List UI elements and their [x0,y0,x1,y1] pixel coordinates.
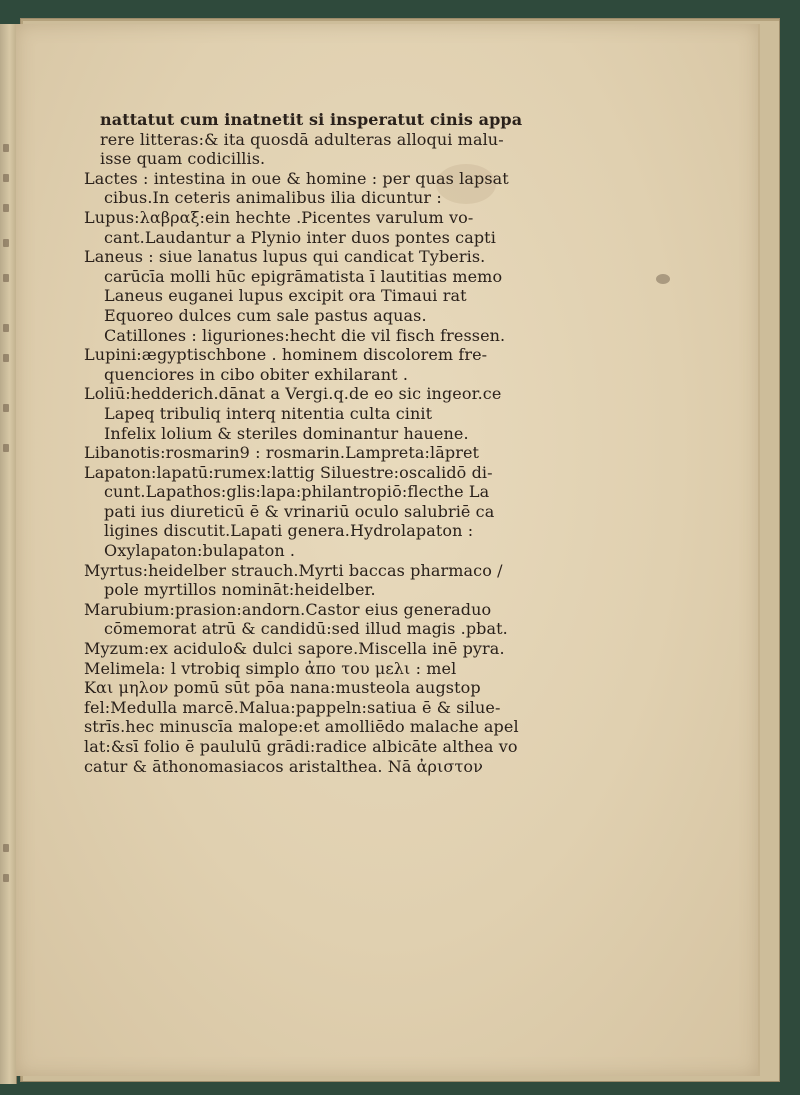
text-line: ligines discutit.Lapati genera.Hydrolapaton : [104,521,474,541]
text-line: Laneus euganei lupus excipit ora Timaui rat [104,286,467,306]
text-line: isse quam codicillis. [100,149,266,169]
text-line: fel:Medulla marcē.Malua:pappeln:satiua ē & silue- [84,697,501,717]
paper-spot [656,274,670,284]
text-line: Equoreo dulces cum sale pastus aquas. [104,305,427,325]
text-line: Loliū:hedderich.dānat a Vergi.q.de eo sic ingeor.ce [84,384,502,404]
text-line: carūcīa molli hūc epigrāmatista ī lautitias memo [104,266,503,286]
text-line: Lupus:λαβραξ:ein hechte .Picentes varulum vo- [84,207,474,227]
text-line: Lupini:ægyptischbone . hominem discolorem fre- [84,345,488,365]
text-line: rere litteras:& ita quosdā adulteras alloqui malu- [100,129,504,149]
text-line: Catillones : liguriones:hecht die vil fisch fressen. [104,325,506,345]
text-line: Laneus : siue lanatus lupus qui candicat Tyberis. [84,247,486,267]
text-line: Melimela: l vtrobiq simplo ἀπο του μελι : mel [84,658,457,678]
text-line: Libanotis:rosmarin9 : rosmarin.Lampreta:lāpret [84,443,480,463]
text-line: lat:&sī folio ē paululū grādi:radice albicāte althea vo [84,737,518,756]
text-line: strīs.hec minuscīa malope:et amolliēdo malache apel [84,717,519,737]
text-line: Lapaton:lapatū:rumex:lattig Siluestre:oscalidō di- [84,462,493,482]
text-line: pati ius diureticū ē & vrinariū oculo salubriē ca [104,501,495,521]
text-line: cunt.Lapathos:glis:lapa:philantropiō:flecthe La [104,482,490,502]
text-line: cant.Laudantur a Plynio inter duos pontes capti [104,227,496,247]
text-line: Lapeq tribuliq interq nitentia culta cinit [104,403,433,423]
text-line: Infelix lolium & steriles dominantur hauene. [104,423,469,443]
text-line: Και μηλον pomū sūt pōa nana:musteola augstop [84,678,481,698]
page-text [84,110,554,776]
text-line: Myrtus:heidelber strauch.Myrti baccas pharmaco / [84,560,503,580]
text-line: catur & āthonomasiacos aristalthea. Nā ἀριστον [84,756,483,776]
text-line: Marubium:prasion:andorn.Castor eius generaduo [84,599,492,619]
text-line: Lactes : intestina in oue & homine : per quas lapsat [84,168,509,188]
text-line: Myzum:ex acidulo& dulci sapore.Miscella inē pyra. [84,639,505,659]
text-line: pole myrtillos nomināt:heidelber. [104,580,376,600]
text-line: cōmemorat atrū & candidū:sed illud magis .pbat. [104,619,508,639]
text-line: Oxylapaton:bulapaton . [104,541,296,561]
text-line: cibus.In ceteris animalibus ilia dicuntur : [104,188,442,208]
adjacent-page-edge [0,24,17,1084]
text-line: nattatut cum inatnetit si insperatut cinis appa [100,110,523,129]
text-line: quenciores in cibo obiter exhilarant . [104,364,409,384]
